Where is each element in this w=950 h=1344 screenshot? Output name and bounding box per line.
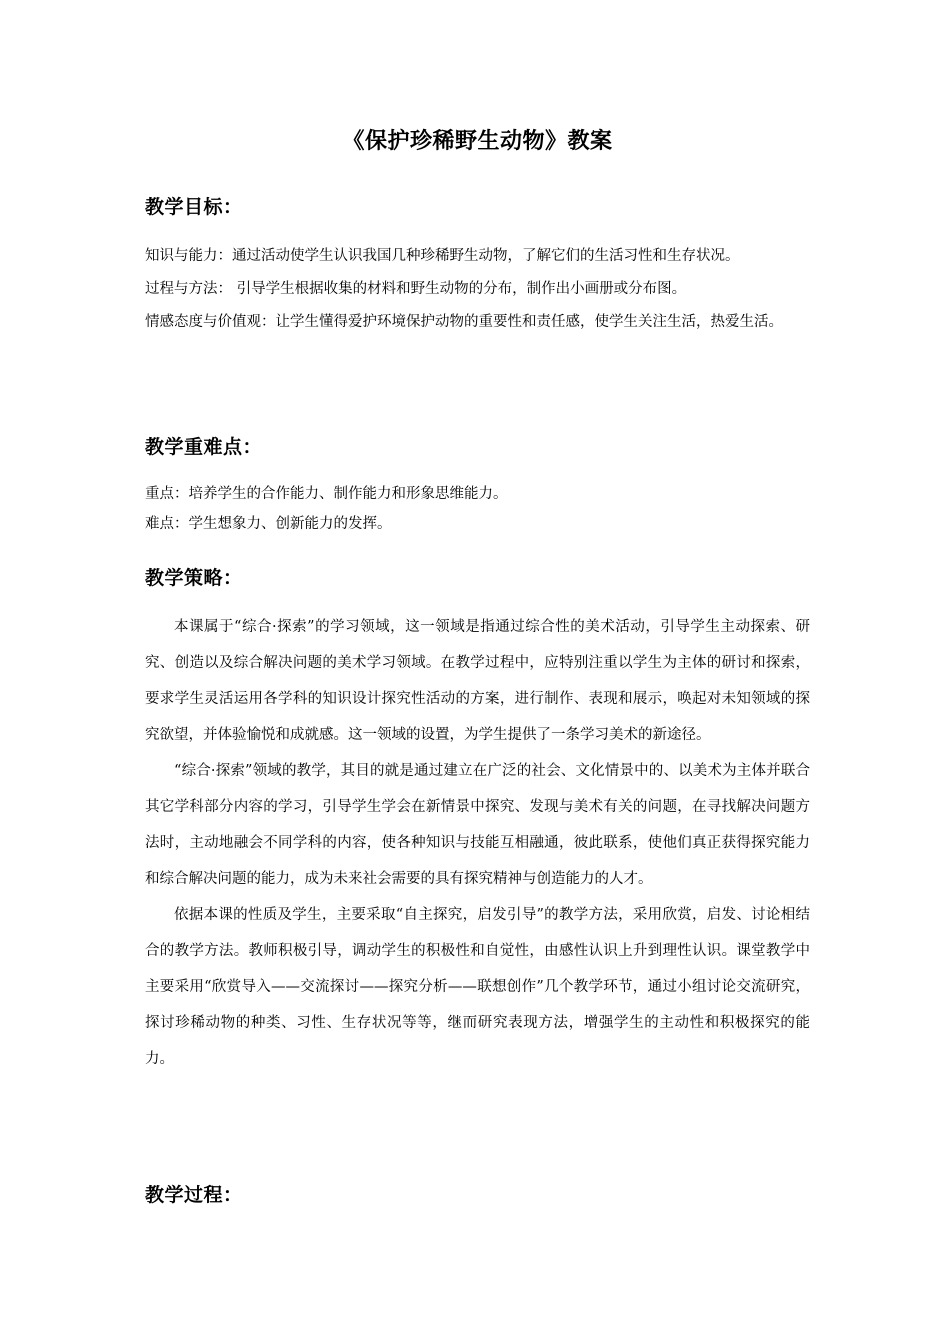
difficult-point: 难点：学生想象力、创新能力的发挥。	[145, 516, 392, 532]
strategy-body	[145, 609, 810, 1077]
key-points-section	[145, 433, 810, 461]
key-points-heading: 教学重难点：	[145, 436, 263, 458]
objective-knowledge: 知识与能力：通过活动使学生认识我国几种珍稀野生动物，了解它们的生活习性和生存状况。	[145, 248, 740, 264]
strategy-section	[145, 564, 810, 592]
strategy-heading: 教学策略：	[145, 567, 243, 589]
objective-emotion: 情感态度与价值观：让学生懂得爱护环境保护动物的重要性和责任感，使学生关注生活，热爱生活。	[145, 314, 783, 330]
strategy-paragraph: 本课属于“综合·探索”的学习领域，这一领域是指通过综合性的美术活动，引导学生主动探索、研究、创造以及综合解决问题的美术学习领域。在教学过程中，应特别注重以学生为主体的研讨和探索，要求学生灵活运用各学科的知识设计探究性活动的方案，进行制作、表现和展示，唤起对未知领域的探究欲望，并体验愉悦和成就感。这一领域的设置，为学生提供了一条学习美术的新途径。	[145, 619, 810, 743]
strategy-paragraph: 依据本课的性质及学生，主要采取“自主探究，启发引导”的教学方法，采用欣赏，启发、讨论相结合的教学方法。教师积极引导，调动学生的积极性和自觉性，由感性认识上升到理性认识。课堂教学中主要采用“欣赏导入——交流探讨——探究分析——联想创作”几个教学环节，通过小组讨论交流研究，探讨珍稀动物的种类、习性、生存状况等等，继而研究表现方法，增强学生的主动性和积极探究的能力。	[145, 907, 810, 1067]
process-section	[145, 1181, 810, 1209]
key-points-body	[145, 479, 810, 539]
objective-process: 过程与方法： 引导学生根据收集的材料和野生动物的分布，制作出小画册或分布图。	[145, 281, 687, 297]
document-title: 《保护珍稀野生动物》教案	[342, 129, 613, 154]
strategy-paragraph: “综合·探索”领域的教学，其目的就是通过建立在广泛的社会、文化情景中的、以美术为主体并联合其它学科部分内容的学习，引导学生学会在新情景中探究、发现与美术有关的问题，在寻找解决问题方法时，主动地融会不同学科的内容，使各种知识与技能互相融通，彼此联系，使他们真正获得探究能力和综合解决问题的能力，成为未来社会需要的具有探究精神与创造能力的人才。	[145, 763, 810, 887]
objectives-heading: 教学目标：	[145, 196, 243, 218]
objectives-body	[145, 238, 810, 340]
process-heading: 教学过程：	[145, 1184, 243, 1206]
objectives-section	[145, 193, 810, 221]
key-point: 重点：培养学生的合作能力、制作能力和形象思维能力。	[145, 486, 508, 502]
